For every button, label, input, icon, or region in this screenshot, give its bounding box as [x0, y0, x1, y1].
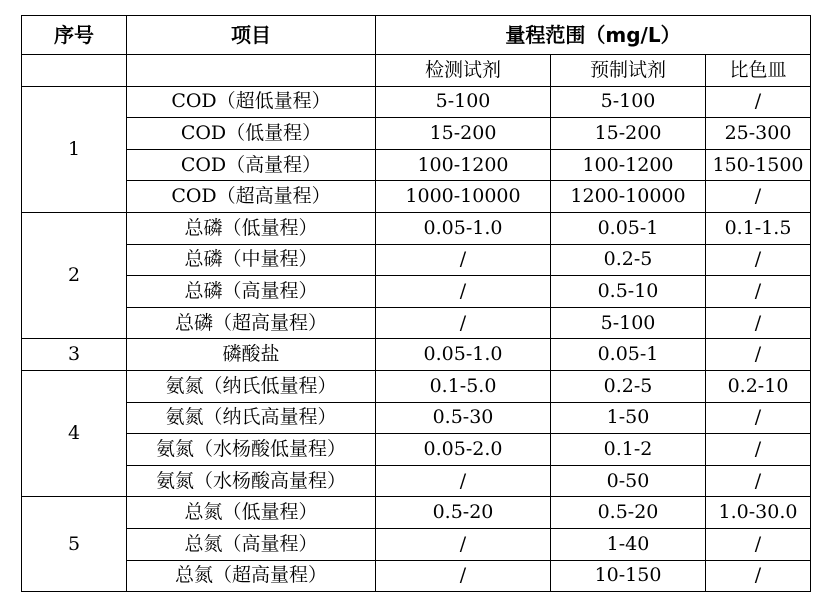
cuvette-cell: /	[706, 339, 811, 371]
detect-reagent-cell: 0.1-5.0	[376, 370, 551, 402]
header-row	[22, 16, 811, 55]
table-row	[22, 212, 811, 244]
prefab-reagent-cell: 5-100	[551, 307, 706, 339]
seq-cell: 5	[22, 497, 127, 592]
prefab-reagent-cell: 0-50	[551, 465, 706, 497]
item-cell: 总磷（高量程）	[127, 276, 376, 308]
table-row	[22, 370, 811, 402]
detect-reagent-cell: 0.5-20	[376, 497, 551, 529]
detect-reagent-cell: 0.05-2.0	[376, 434, 551, 466]
table-row	[22, 434, 811, 466]
detect-reagent-cell: /	[376, 244, 551, 276]
subheader-row	[22, 55, 811, 87]
cuvette-cell: 0.1-1.5	[706, 212, 811, 244]
prefab-reagent-cell: 0.05-1	[551, 212, 706, 244]
table-row	[22, 465, 811, 497]
prefab-reagent-cell: 1200-10000	[551, 181, 706, 213]
detect-reagent-cell: 0.05-1.0	[376, 212, 551, 244]
cuvette-cell: 0.2-10	[706, 370, 811, 402]
cuvette-cell: 25-300	[706, 118, 811, 150]
detect-reagent-cell: /	[376, 528, 551, 560]
detect-reagent-cell: /	[376, 465, 551, 497]
prefab-reagent-cell: 0.5-10	[551, 276, 706, 308]
subheader-empty-item	[127, 55, 376, 87]
cuvette-cell: /	[706, 402, 811, 434]
detect-reagent-cell: /	[376, 560, 551, 592]
item-cell: 总氮（超高量程）	[127, 560, 376, 592]
item-cell: 氨氮（纳氏低量程）	[127, 370, 376, 402]
seq-cell: 2	[22, 212, 127, 338]
range-table	[21, 15, 811, 592]
cuvette-cell: /	[706, 276, 811, 308]
detect-reagent-cell: /	[376, 307, 551, 339]
prefab-reagent-cell: 5-100	[551, 86, 706, 118]
cuvette-cell: /	[706, 86, 811, 118]
item-cell: 氨氮（水杨酸低量程）	[127, 434, 376, 466]
seq-cell: 1	[22, 86, 127, 212]
item-cell: 氨氮（水杨酸高量程）	[127, 465, 376, 497]
seq-cell: 4	[22, 370, 127, 496]
prefab-reagent-cell: 0.05-1	[551, 339, 706, 371]
prefab-reagent-cell: 1-50	[551, 402, 706, 434]
subheader-detect: 检测试剂	[376, 55, 551, 87]
prefab-reagent-cell: 100-1200	[551, 149, 706, 181]
subheader-cuvette: 比色皿	[706, 55, 811, 87]
table-body	[22, 86, 811, 592]
table-row	[22, 528, 811, 560]
table-row	[22, 181, 811, 213]
table-row	[22, 497, 811, 529]
seq-cell: 3	[22, 339, 127, 371]
table-row	[22, 339, 811, 371]
subheader-prefab: 预制试剂	[551, 55, 706, 87]
cuvette-cell: /	[706, 434, 811, 466]
item-cell: COD（低量程）	[127, 118, 376, 150]
item-cell: COD（高量程）	[127, 149, 376, 181]
cuvette-cell: 1.0-30.0	[706, 497, 811, 529]
item-cell: COD（超低量程）	[127, 86, 376, 118]
header-seq: 序号	[22, 16, 127, 55]
header-item: 项目	[127, 16, 376, 55]
detect-reagent-cell: /	[376, 276, 551, 308]
item-cell: 磷酸盐	[127, 339, 376, 371]
item-cell: 总磷（中量程）	[127, 244, 376, 276]
cuvette-cell: /	[706, 181, 811, 213]
detect-reagent-cell: 100-1200	[376, 149, 551, 181]
prefab-reagent-cell: 10-150	[551, 560, 706, 592]
prefab-reagent-cell: 0.1-2	[551, 434, 706, 466]
cuvette-cell: /	[706, 465, 811, 497]
table-row	[22, 276, 811, 308]
subheader-empty-seq	[22, 55, 127, 87]
detect-reagent-cell: 5-100	[376, 86, 551, 118]
prefab-reagent-cell: 15-200	[551, 118, 706, 150]
item-cell: COD（超高量程）	[127, 181, 376, 213]
item-cell: 总磷（低量程）	[127, 212, 376, 244]
table-row	[22, 307, 811, 339]
item-cell: 氨氮（纳氏高量程）	[127, 402, 376, 434]
cuvette-cell: 150-1500	[706, 149, 811, 181]
header-range: 量程范围（mg/L）	[376, 16, 811, 55]
table-row	[22, 402, 811, 434]
table-row	[22, 244, 811, 276]
cuvette-cell: /	[706, 528, 811, 560]
table-row	[22, 149, 811, 181]
prefab-reagent-cell: 0.2-5	[551, 370, 706, 402]
cuvette-cell: /	[706, 307, 811, 339]
detect-reagent-cell: 0.5-30	[376, 402, 551, 434]
cuvette-cell: /	[706, 244, 811, 276]
item-cell: 总磷（超高量程）	[127, 307, 376, 339]
cuvette-cell: /	[706, 560, 811, 592]
detect-reagent-cell: 15-200	[376, 118, 551, 150]
detect-reagent-cell: 1000-10000	[376, 181, 551, 213]
item-cell: 总氮（高量程）	[127, 528, 376, 560]
item-cell: 总氮（低量程）	[127, 497, 376, 529]
detect-reagent-cell: 0.05-1.0	[376, 339, 551, 371]
table-row	[22, 118, 811, 150]
prefab-reagent-cell: 1-40	[551, 528, 706, 560]
table-row	[22, 86, 811, 118]
table-row	[22, 560, 811, 592]
prefab-reagent-cell: 0.5-20	[551, 497, 706, 529]
prefab-reagent-cell: 0.2-5	[551, 244, 706, 276]
